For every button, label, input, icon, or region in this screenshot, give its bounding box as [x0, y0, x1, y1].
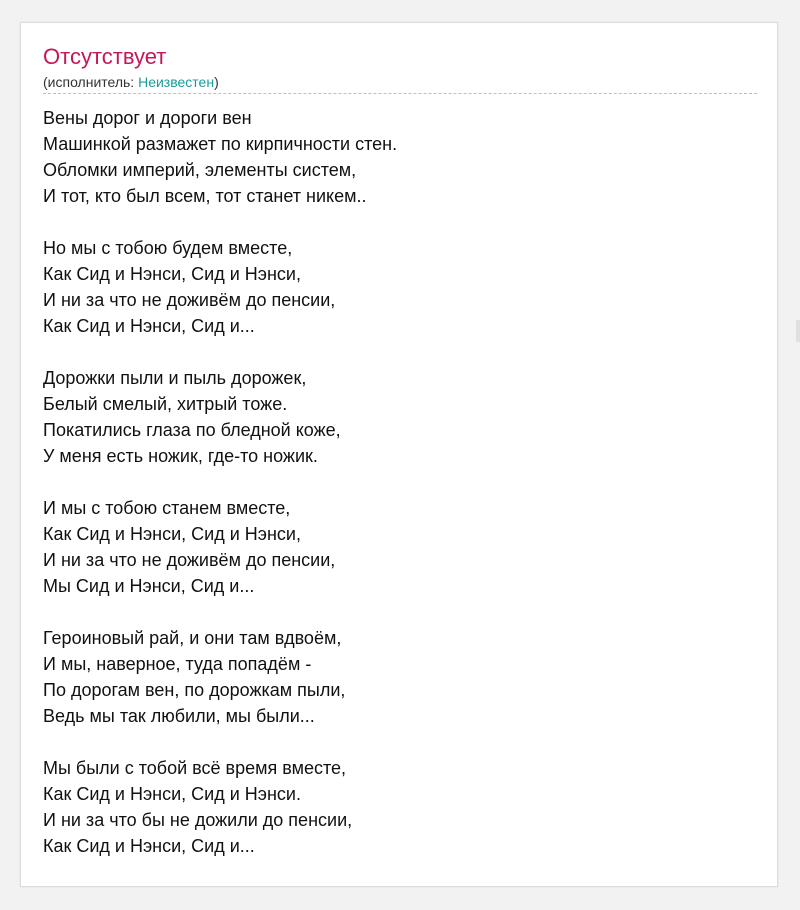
lyric-line: И ни за что бы не дожили до пенсии, [43, 810, 353, 830]
lyric-line: Как Сид и Нэнси, Сид и... [43, 836, 255, 856]
scrollbar-thumb[interactable] [796, 320, 800, 342]
lyric-line: У меня есть ножик, где-то ножик. [43, 446, 318, 466]
stanza [43, 365, 763, 469]
lyric-line: Героиновый рай, и они там вдвоём, [43, 628, 342, 648]
lyric-line: Белый смелый, хитрый тоже. [43, 394, 288, 414]
stanza [43, 755, 763, 859]
lyric-line: Ведь мы так любили, мы были... [43, 706, 315, 726]
lyric-line: Как Сид и Нэнси, Сид и Нэнси, [43, 264, 301, 284]
title-divider [43, 93, 757, 94]
lyrics-card [20, 22, 778, 887]
lyric-line: Обломки империй, элементы систем, [43, 160, 357, 180]
lyric-line: Мы были с тобой всё время вместе, [43, 758, 347, 778]
lyric-line: И мы, наверное, туда попадём - [43, 654, 312, 674]
performer-link[interactable]: Неизвестен [138, 74, 215, 90]
lyrics-text [43, 105, 763, 885]
lyric-line: Вены дорог и дороги вен [43, 108, 252, 128]
lyric-line: По дорогам вен, по дорожкам пыли, [43, 680, 346, 700]
lyric-line: И мы с тобою станем вместе, [43, 498, 291, 518]
lyric-line: И тот, кто был всем, тот станет никем.. [43, 186, 367, 206]
stanza [43, 495, 763, 599]
performer-label: исполнитель: [47, 74, 135, 90]
song-subtitle: (исполнитель: Неизвестен) [43, 74, 219, 90]
song-title: Отсутствует [43, 44, 167, 69]
stanza [43, 235, 763, 339]
stanza [43, 105, 763, 209]
lyric-line: И ни за что не доживём до пенсии, [43, 550, 336, 570]
lyric-line: И ни за что не доживём до пенсии, [43, 290, 336, 310]
lyric-line: Дорожки пыли и пыль дорожек, [43, 368, 307, 388]
lyric-line: Машинкой размажет по кирпичности стен. [43, 134, 398, 154]
lyric-line: Как Сид и Нэнси, Сид и Нэнси, [43, 524, 301, 544]
lyric-line: Мы Сид и Нэнси, Сид и... [43, 576, 255, 596]
lyric-line: Но мы с тобою будем вместе, [43, 238, 293, 258]
lyric-line: Как Сид и Нэнси, Сид и Нэнси. [43, 784, 301, 804]
stanza [43, 625, 763, 729]
lyric-line: Как Сид и Нэнси, Сид и... [43, 316, 255, 336]
lyric-line: Покатились глаза по бледной коже, [43, 420, 341, 440]
